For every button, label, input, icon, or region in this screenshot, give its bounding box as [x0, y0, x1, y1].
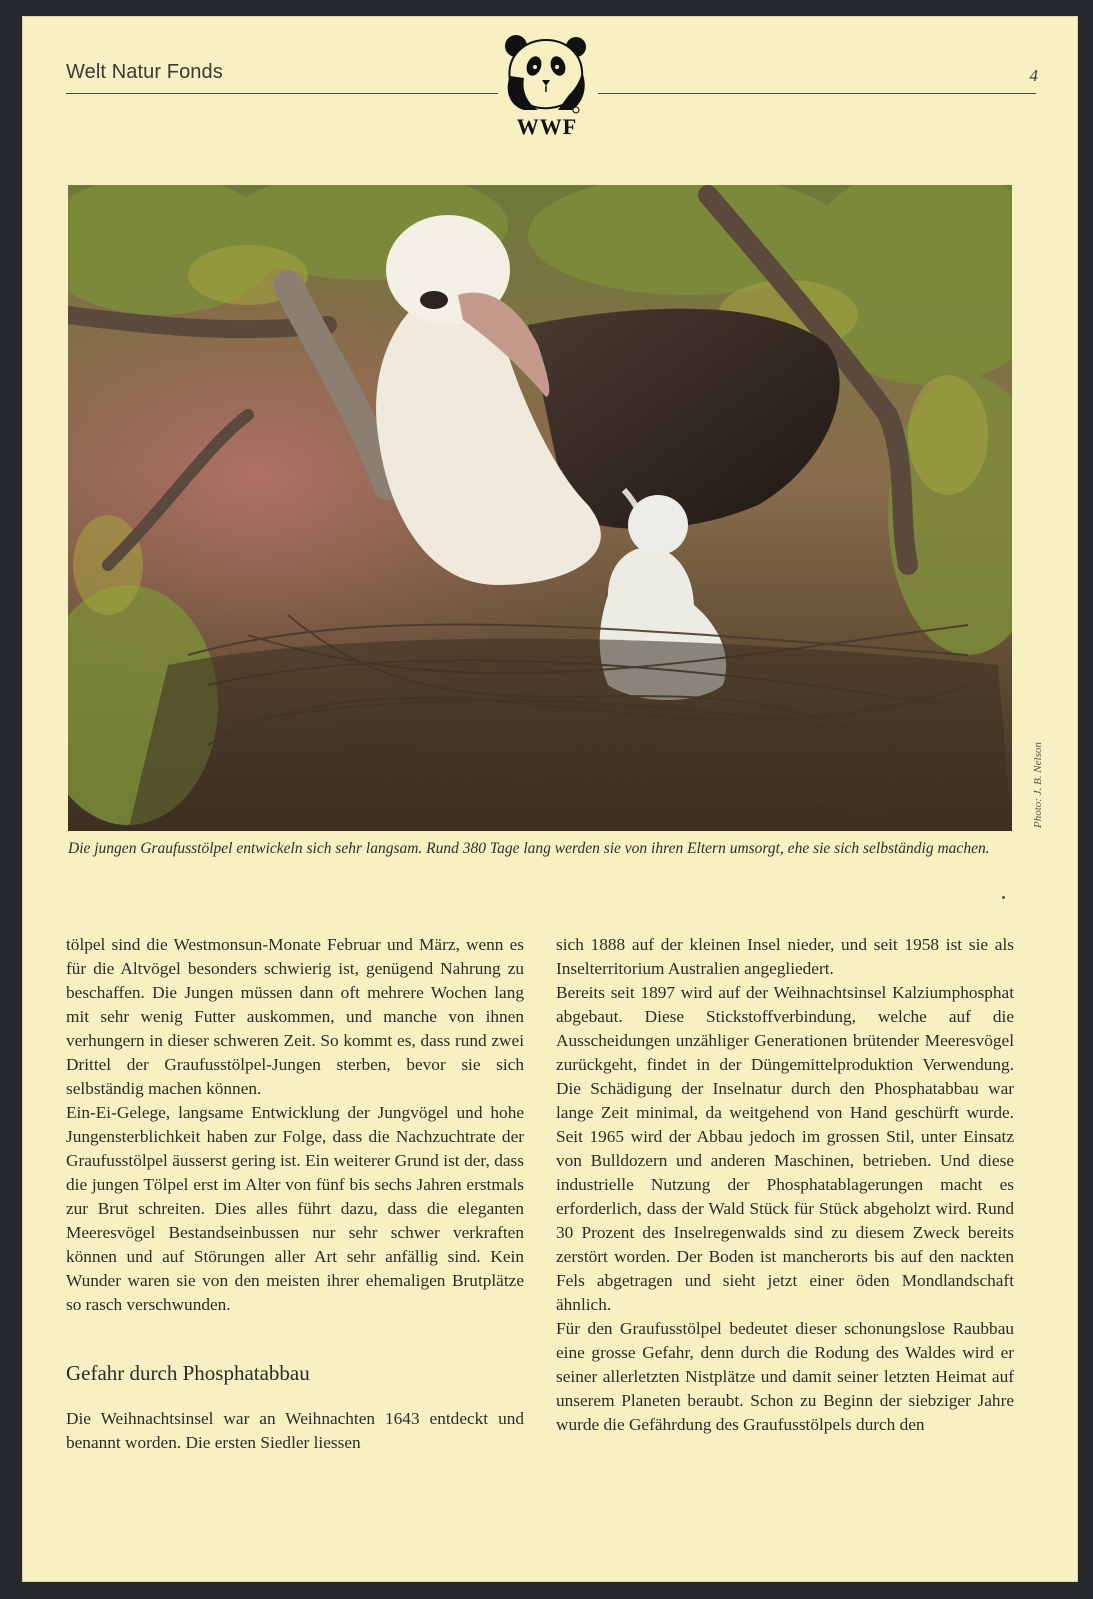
page-number: 4	[1029, 66, 1038, 85]
header-rule-right	[598, 93, 1036, 94]
section-heading: Gefahr durch Phosphatabbau	[66, 1361, 310, 1385]
panda-icon	[502, 26, 592, 116]
photo-caption: Die jungen Graufusstölpel entwickeln sich sehr langsam. Rund 380 Tage lang werden sie von ihren Eltern umsorgt, ehe sie sich selbständig machen.	[68, 840, 990, 857]
text-column-right	[556, 933, 1014, 1437]
photo-credit: Photo: J. B. Nelson	[1032, 742, 1044, 828]
paragraph: sich 1888 auf der kleinen Insel nieder, und seit 1958 ist sie als Inselterritorium Australien angegliedert.	[556, 935, 1014, 978]
paragraph: tölpel sind die Westmonsun-Monate Februar und März, wenn es für die Altvögel besonders schwierig ist, genügend Nahrung zu beschaffen. Die Jungen müssen dann oft mehrere Wochen lang mit sehr wenig Futter auskommen, und manche von ihnen verhungern in dieser schweren Zeit. So kommt es, dass rund zwei Drittel der Graufusstölpel-Jungen sterben, bevor sie sich selbständig machen können.	[66, 935, 524, 1098]
paragraph: Ein-Ei-Gelege, langsame Entwicklung der Jungvögel und hohe Jungensterblichkeit haben zur Folge, dass die Nachzuchtrate der Graufusstölpel äusserst gering ist. Ein weiterer Grund ist der, dass die jungen Tölpel erst im Alter von fünf bis sechs Jahren erstmals zur Brut schreiten. Dies alles führt dazu, dass die eleganten Meeresvögel Bestandseinbussen nur sehr schwer verkraften können und auf Störungen aller Art sehr anfällig sind. Kein Wunder waren sie von den meisten ihrer ehemaligen Brutplätze so rasch verschwunden.	[66, 1103, 524, 1314]
paragraph: Die Weihnachtsinsel war an Weihnachten 1643 entdeckt und benannt worden. Die ersten Siedler liessen	[66, 1409, 524, 1452]
logo-text: WWF	[516, 114, 578, 139]
org-name: Welt Natur Fonds	[66, 61, 223, 83]
paragraph: Für den Graufusstölpel bedeutet dieser schonungslose Raubbau eine grosse Gefahr, denn durch die Rodung des Waldes wird er seiner allerletzten Nistplätze und damit seiner letzten Heimat auf unserem Planeten beraubt. Schon zu Beginn der siebziger Jahre wurde die Gefährdung des Graufusstölpels durch den	[556, 1319, 1014, 1434]
text-column-left	[66, 933, 524, 1455]
paragraph: Bereits seit 1897 wird auf der Weihnachtsinsel Kalziumphosphat abgebaut. Diese Stickstoffverbindung, welche auf die Ausscheidungen unzähliger Generationen brütender Meeresvögel zurückgeht, findet in der Düngemittelproduktion Verwendung. Die Schädigung der Inselnatur durch den Phosphatabbau war lange Zeit minimal, da weitgehend von Hand geschürft wurde. Seit 1965 wird der Abbau jedoch im grossen Stil, unter Einsatz von Bulldozern und anderen Maschinen, betrieben. Und diese industrielle Nutzung der Phosphatablagerungen macht es erforderlich, dass der Wald Stück für Stück abgeholzt wird. Rund 30 Prozent des Inselregenwalds sind zu diesem Zweck bereits zerstört worden. Der Boden ist mancherorts bis auf den nackten Fels abgetragen und sieht jetzt einer öden Mondlandschaft ähnlich.	[556, 983, 1014, 1314]
nest-photo	[68, 185, 1012, 831]
document-page	[22, 16, 1078, 1582]
speck	[1002, 896, 1005, 899]
header-rule-left	[66, 93, 498, 94]
wwf-logo	[502, 26, 592, 141]
